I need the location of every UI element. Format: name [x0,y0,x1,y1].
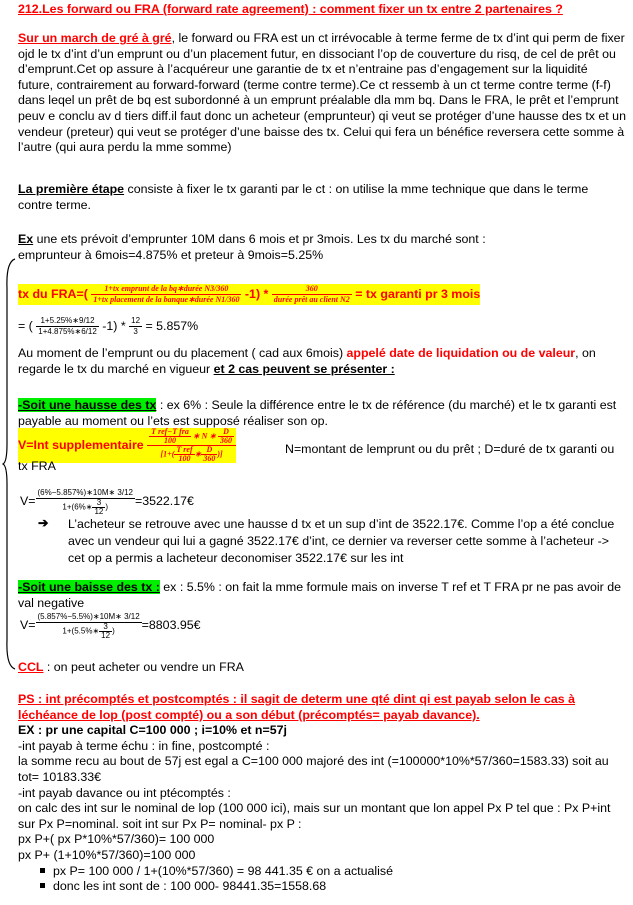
calc2-result: =8803.95€ [141,618,201,632]
vint-bot-close: )] [217,449,223,459]
calc-baisse [20,610,628,640]
calc2-den [36,623,142,640]
fra-minus: -1) * [244,287,269,301]
ps-line-3: -int payab davance ou int ptécomptés : [18,785,231,800]
moment-red: appelé date de liquidation ou de valeur [346,346,576,360]
etape-paragraph [18,182,626,213]
moment-text: Au moment de l’emprunt ou du placement ( cad aux 6mois) [18,346,347,360]
vint-d-den: 360 [220,436,233,445]
vint-bot-num: T ref [176,445,193,454]
fra-result: = tx garanti pr 3 mois [355,287,481,301]
fra-calc-num2: 12 [131,316,141,326]
moment-paragraph [18,346,626,377]
vint-bot-open: [1+( [160,449,175,459]
calc2-prefix: V= [20,618,36,632]
vint-bot-den2: 360 [203,454,216,463]
calc2-den-den: 12 [101,630,111,640]
intro-paragraph [18,31,626,156]
calc2-den-post: ) [112,626,115,636]
fra-calc-result: = 5.857% [145,319,199,333]
ps-line-5: px P+( px P*10%*57/360)= 100 000 [18,832,215,847]
calc1-den-pre: 1+(6%∗ [62,502,93,512]
ps-bullet-1-text: px P= 100 000 / 1+(10%*57/360) = 98 441.35 € on a actualisé [53,863,393,878]
vint-d-num: D [218,428,234,437]
arrow-icon: ➔ [38,516,49,530]
fra-calculation [18,312,626,340]
calc1-den-den: 12 [94,506,104,516]
fra-calc-open: = ( [18,319,33,333]
example-paragraph [18,232,626,263]
fra-fraction-1 [91,284,241,305]
fra-fraction-2 [272,284,352,305]
page-title [18,2,626,18]
ps-title: PS : int précomptés et postcomptés : il sagit de determ une qté dint qi est payab selon le cas à léchéance de lop (post compté) ou a son début (précomptés= payab davance). [18,692,576,722]
calc1-fraction [36,488,135,516]
calc1-den-post: ) [105,502,109,512]
etape-text: consiste à fixer le tx garanti par le ct : on utilise la mme technique que dans le terme contre terme. [18,182,589,212]
vint-note-text: N=montant de lemprunt ou du prêt ; D=duré de tx garanti ou tx FRA [18,442,615,473]
arrow-text: L’acheteur se retrouve avec une hausse d tx et un sup d’int de 3522.17€. Comme l’op a été conclue avec un vendeur qui lui a gagné 3522.17€ d’int, ce dernier va reverser cette somme à l’acheteur -> cet op a permis a lacheteur deconomiser 3522.17€ sur les int [68,517,615,565]
fra-calc-num: 1+5.25%∗9/12 [36,316,99,327]
fra-formula-highlight [18,284,480,305]
ccl-text: : on peut acheter ou vendre un FRA [43,660,244,674]
calc1-den [36,499,135,516]
calc2-num: (5.857%−5.5%)∗10M∗ 3/12 [37,611,140,621]
ps-bullet-2 [18,879,626,895]
fra-label: tx du FRA=( [18,287,88,301]
etape-lead: La première étape [18,182,125,196]
calc2-den-num: 3 [99,623,112,632]
moment-bold: et 2 cas peuvent se présenter : [213,361,395,376]
ccl-paragraph [18,660,626,676]
moment-text2: , on regarde le tx du marché en vigueur [18,346,596,376]
baisse-label: -Soit une baisse des tx : [18,580,160,594]
baisse-paragraph [18,580,626,611]
hausse-label: -Soit une hausse des tx [18,398,157,412]
fra-den: 1+tx placement de la banque∗durée N1/360 [93,295,240,305]
intro-text: , le forward ou FRA est un ct irrévocable à terme ferme de tx d’int qui perm de fixer ojd le tx d’int d’un emprunt ou d’un placement futur, en dissociant l’op de couverture du risq, de cel de prêt ou d’emprunt.Cet op assure à l’acquéreur une garantie de tx et n’entraine pas d’engagement sur la liquidité future, contrairement au forward-forward (terme contre terme).Ce ct ressemb à un ct terme contre terme (f-f) dans leqel un prêt de bq est subordonné à un emprunt préalable dla mm bq. Dans le FRA, le prêt et l’emprunt peuv e conclu av d tiers diff.il faut donc un acheteur (emprunteur) qi veut se protéger d’une hausse des tx et un vendeur (preteur) qui veut se protéger d’une baisse des tx. Celui qui fera un bénéfice reversera cette somme à l’autre (qui aura perdu la mme somme) [18,31,626,155]
vint-t-num: T ref−T fra [151,427,189,436]
example-line1: une ets prévoit d’emprunter 10M dans 6 mois et pr 3mois. Les tx du marché sont : [33,232,486,246]
vint-bot-den: 100 [178,454,191,463]
vint-note [18,441,626,474]
ps-bullet-1 [18,864,626,880]
example-line2: emprunteur à 6mois=4.875% et preteur à 9mois=5.25% [18,247,324,262]
baisse-text: ex : 5.5% : on fait la mme formule mais on inverse T ref et T FRA pr ne pas avoir de val negative [18,580,622,610]
ps-line-2: la somme recu au bout de 57j est egal a C=100 000 majoré des int (=100000*10%*57/360=1583.33) soit au tot= 10183.33€ [18,754,609,784]
fra-calc-den: 1+4.875%∗6/12 [38,327,97,337]
fra-den2: durée prêt au client N2 [273,295,350,305]
calc-hausse [20,486,628,516]
fra-formula [18,276,626,312]
calc1-num: (6%−5.857%)∗10M∗ 3/12 [37,487,133,497]
calc2-den-frac [99,623,112,640]
example-label: Ex [18,232,34,246]
calc1-result: =3522.17€ [134,494,194,508]
title-text: 212.Les forward ou FRA (forward rate agreement) : comment fixer un tx entre 2 partenaires ? [18,2,563,16]
calc2-den-pre: 1+(5.5%∗ [62,626,100,636]
bullet-square-icon [40,868,45,873]
vint-bot-mid: ∗ [194,449,202,459]
fra-calc-fraction [36,316,99,337]
ps-line-6: px P+ (1+10%*57/360)=100 000 [18,847,196,862]
calc2-fraction [36,612,142,640]
bullet-square-icon [40,883,45,888]
ps-bullet-2-text: donc les int sont de : 100 000- 98441.35=1558.68 [53,879,327,894]
fra-num: 1+tx emprunt de la bq∗durée N3/360 [91,284,241,295]
ps-section [18,692,626,895]
vint-label: V=Int supplementaire [18,437,144,452]
calc1-den-num: 3 [92,499,105,508]
vint-bot-num2: D [201,446,217,455]
vint-n: ∗ N ∗ [192,431,217,441]
hausse-text: : ex 6% : Seule la différence entre le tx de référence (du marché) et le tx garanti est payable au moment ou l’ets est supposé réaliser son op. [18,398,617,428]
fra-calc-fraction-2 [129,316,142,337]
ps-line-4: on calc des int sur le nominal de lop (100 000 ici), mais sur un montant que lon appel Px P tel que : Px P+int sur Px P=nominal. soit int sur Px P= nominal- px P : [18,801,611,831]
arrow-paragraph [38,516,626,567]
ccl-label: CCL [18,660,44,674]
hausse-paragraph [18,398,626,429]
calc1-prefix: V= [20,494,36,508]
calc1-den-frac [92,499,105,516]
fra-calc-minus: -1) * [102,319,126,333]
fra-calc-den2: 3 [133,327,138,337]
ps-example: EX : pr une capital C=100 000 ; i=10% et n=57j [18,723,287,738]
left-brace [2,258,16,670]
intro-lead: Sur un march de gré à gré [18,31,172,45]
fra-num2: 360 [272,284,352,295]
vint-t-den: 100 [163,436,176,445]
ps-line-1: -int payab à terme échu : in fine, postcompté : [18,738,270,753]
